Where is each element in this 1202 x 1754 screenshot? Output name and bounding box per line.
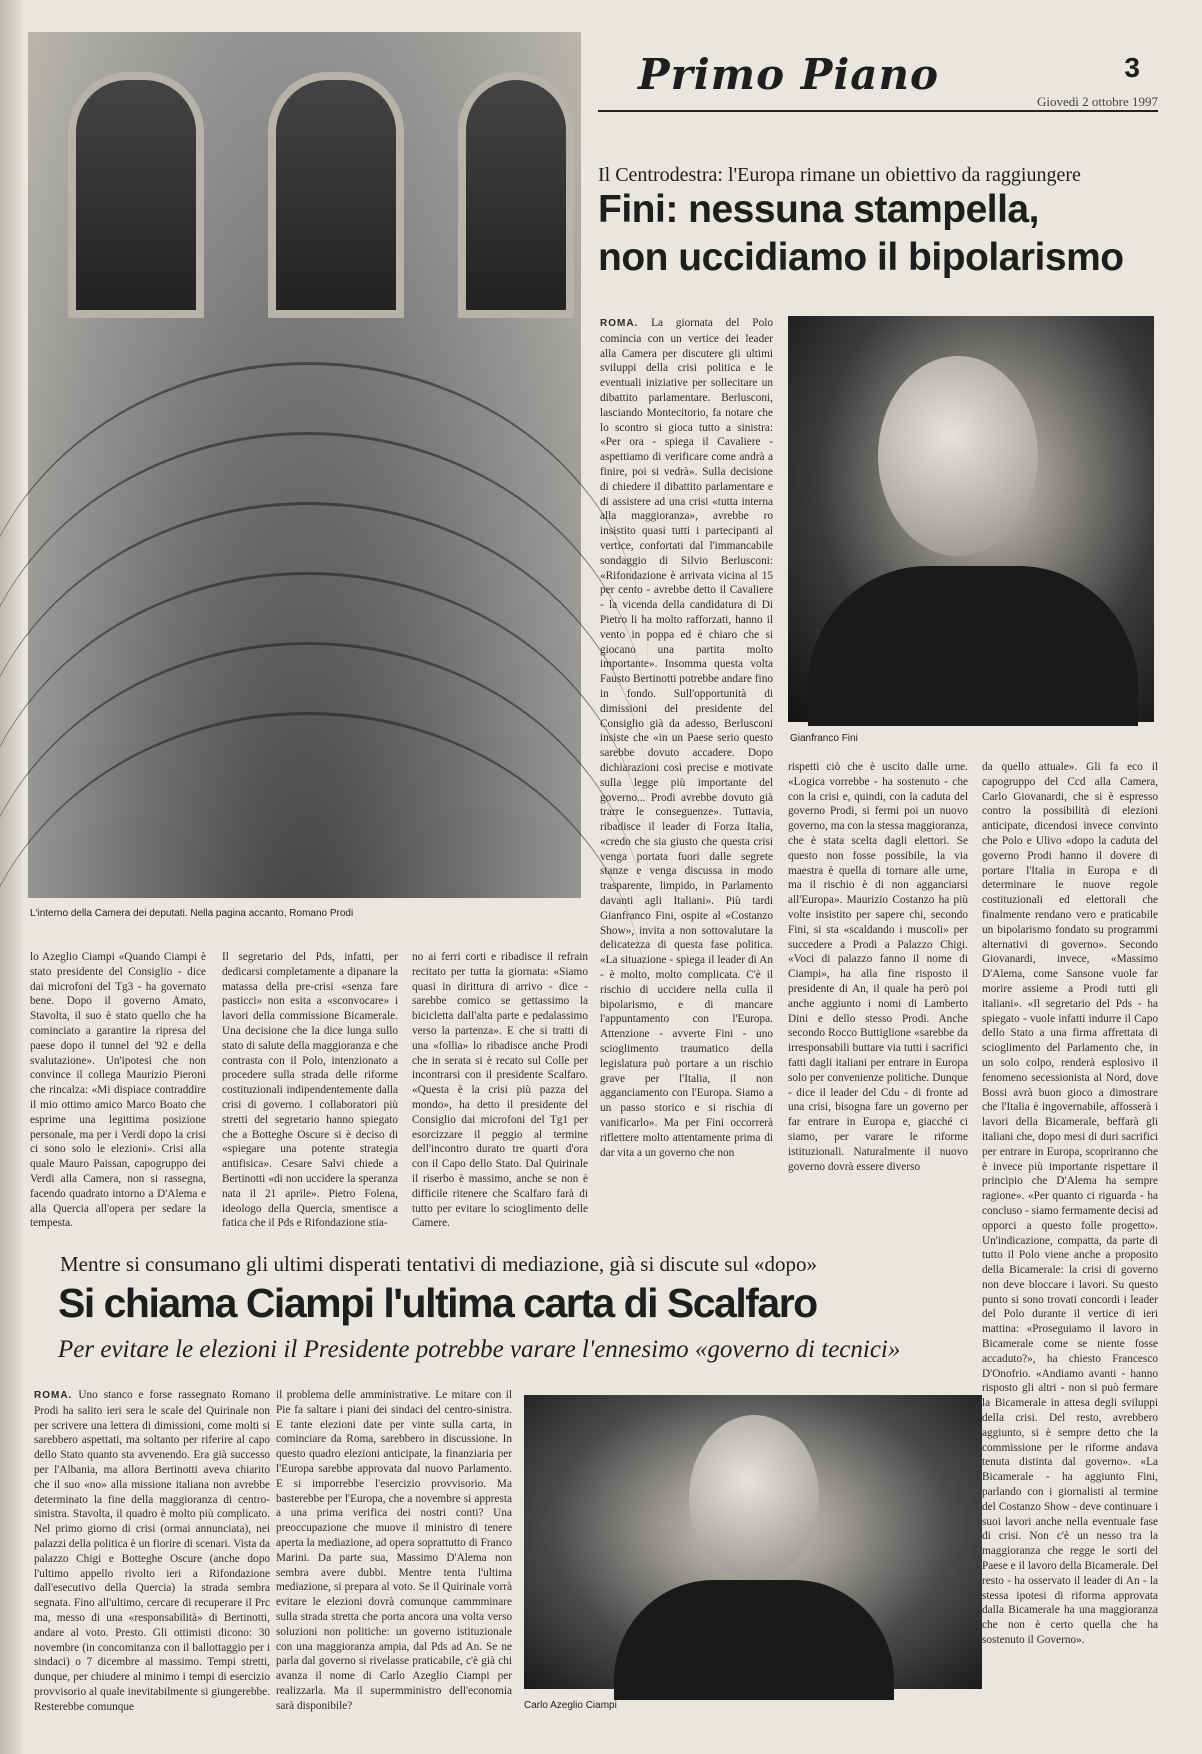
portrait-face	[878, 356, 1038, 556]
portrait-face	[689, 1415, 819, 1580]
ciampi-photo-caption: Carlo Azeglio Ciampi	[524, 1700, 617, 1711]
fini-photo-caption: Gianfranco Fini	[790, 733, 858, 744]
bottom-article-column-2	[276, 1388, 512, 1712]
fini-photo	[788, 316, 1154, 722]
bottom-article-headline: Si chiama Ciampi l'ultima carta di Scalfaro	[58, 1280, 817, 1326]
article-text: da quello attuale». Gli fa eco il capogruppo del Ccd alla Camera, Carlo Giovanardi, che si è espresso contro la possibilità di elezioni anticipate, dicendosi invece convinto che Polo e Ulivo «dopo la caduta del governo Prodi hanno il dovere di portare l'Italia in Europa e di determinare le nuove regole costituzionali ed elettorali che finalmente rendano vero e praticabile un bipolarismo fondato su programmi alternativi di governo». Secondo Giovanardi, invece, «Massimo D'Alema, come Sansone vuole far morire assieme a Prodi tutti gli italiani». «Il segretario del Pds - ha spiegato - vuole infatti indurre il Capo dello Stato a una firma affrettata di scioglimento del Parlamento che, in un solo colpo, renderà esplosivo il fenomeno secessionista al Nord, dove Bossi avrà buon gioco a dimostrare che l'Italia è ingovernabile, affosserà i lavori della Bicamerale, beffarà gli italiani che, dopo mesi di duri sacrifici per entrare in Europa, scopriranno che è invece più importante rispettare il principio che D'Alema ha sempre ragione». «Per quanto ci riguarda - ha concluso - siamo fermamente decisi ad opporci a questo folle progetto». Un'indicazione, compatta, da parte di tutto il Polo viene anche a proposito della Bicamerale: la crisi di governo non deve bloccare i lavori. Su questo punto si sono trovati concordi i leader del Polo durante il vertice di ieri mattina: «Proseguiamo il lavoro in Bicamerale come se niente fosse accaduto?», ha chiesto Francesco D'Onofrio. «Andiamo avanti - hanno risposto gli altri - non si può fermare la Bicamerale in attesa degli sviluppi della crisi. Del resto, avrebbero aggiunto, si è sempre detto che la commissione per le riforme andava tenuta distinta dal governo». «La Bicamerale - ha aggiunto Fini, parlando con i giornalisti al termine del Costanzo Show - deve continuare i suoi lavori anche nella eventuale fase di crisi. Non c'è un nesso tra la maggioranza che regge le sorti del Paese e il lavoro della Bicamerale. Del resto - ha osservato il leader di An - la stessa ipotesi di riforma approvata dalla Bicamerale ha una maggioranza che non è certo quella che ha sostenuto il Governo».	[982, 761, 1158, 1647]
middle-column-3	[412, 950, 588, 1230]
top-article-headline-line1: Fini: nessuna stampella,	[598, 188, 1039, 231]
bottom-article-subhead: Per evitare le elezioni il Presidente potrebbe varare l'ennesimo «governo di tecnici»	[58, 1336, 901, 1363]
article-text: no ai ferri corti e ribadisce il refrain recitato per tutta la giornata: «Siamo quasi in dirittura di arrivo - dice - sarebbe comico se gettassimo la bicicletta dall'alta parte e pedalassimo verso la partenza». E che si tratti di una «follia» lo ribadisce anche Prodi che in serata si è recato sul Colle per incontrarsi con il presidente Scalfaro. «Questa è la crisi più pazza del mondo», ha detto il presidente del Consiglio dai microfoni del Tg1 per esorcizzare il peggio al termine dell'incontro durato tre quarti d'ora con il Capo dello Stato. Dal Quirinale il riserbo è massimo, anche se non è difficile ritenere che Scalfaro farà di tutto per evitare lo scioglimento delle Camere.	[412, 951, 588, 1230]
article-text: Uno stanco e forse rassegnato Romano Prodi ha salito ieri sera le scale del Quirinale non per scrivere una lettera di dimissioni, come molti si sarebbero aspettati, ma soltanto per riferire al capo dello Stato quanto sta avvenendo. Era già successo per l'Albania, ma allora Bertinotti aveva chiarito che il suo «no» alla missione italiana non avrebbe determinato la fine della maggioranza di centro-sinistra. Stavolta, il quadro è molto più complicato. Nel primo giorno di crisi (ormai annunciata), nei palazzi della politica è un fiorire di scenari. Vista da palazzo Chigi e Botteghe Oscure (anche dopo l'ultimo appello rivolto ieri a Rifondazione dall'esecutivo della Quercia) la strada sembra segnata. Fino all'ultimo, cercare di recuperare il Prc ma, messo di una «responsabilità» di Bertinotti, andare al voto. Presto. Gli ottimisti dicono: 30 novembre (in concomitanza con il ballottaggio per i sindaci) o 7 dicembre al massimo. Tempi stretti, dunque, per chiudere al minimo i tempi di esercizio provvisorio al quale inevitabilmente si giungerebbe. Resterebbe comunque	[34, 1389, 270, 1713]
top-article-kicker: Il Centrodestra: l'Europa rimane un obiettivo da raggiungere	[598, 164, 1081, 186]
middle-column-1	[30, 950, 206, 1230]
article-text: Il segretario del Pds, infatti, per dedicarsi completamente a dipanare la matassa della pre-crisi «senza fare pasticci» non esita a «sconvocare» i lavori della commissione Bicamerale. Una decisione che la dice lunga sullo stato di salute della maggioranza e che contrasta con il Polo, intenzionato a procedere sulla strada delle riforme costituzionali indipendentemente dalla crisi di governo. I collaboratori più stretti del segretario hanno spiegato che a Botteghe Oscure si è deciso di «spiegare una potente strategia antifisica». Cesare Salvi chiede a Bertinotti «di non uccidere la speranza nata il 21 aprile». Pietro Folena, ideologo della Quercia, smentisce a fatica che il Pds e Rifondazione stia-	[222, 951, 398, 1230]
arch-decoration	[68, 72, 204, 318]
article-text: lo Azeglio Ciampi «Quando Ciampi è stato presidente del Consiglio - dice dai microfoni del Tg3 - ha governato bene. Dopo il governo Amato, Stavolta, il suo è stato quello che ha cominciato a garantire la ripresa del paese dopo il tunnel del '92 e della svalutazione». Un'ipotesi che non convince il collega Maurizio Pieroni che rincalza: «Mi dispiace contraddire il mio ottimo amico Marco Boato che esprime una legittima posizione personale, ma per i Verdi dopo la crisi ci sono solo le elezioni». Crisi alla quale Mauro Paissan, capogruppo dei Verdi alla Camera, non si rassegna, facendo quadrato intorno a D'Alema e alla Quercia all'opera per sedare la tempesta.	[30, 951, 206, 1230]
arch-decoration	[268, 72, 404, 318]
masthead	[598, 40, 1158, 108]
arch-decoration	[458, 72, 574, 318]
article-text: rispetti ciò che è uscito dalle urne. «Logica vorrebbe - ha sostenuto - che con la crisi e, quindi, con la caduta del governo Prodi, si fermi poi un nuovo governo, ma con la stessa maggioranza, che è stata scelta dagli elettori. Se questo non fosse possibile, la via maestra è quella di tornare alle urne, ma il rischio è di non agganciarsi all'Europa». Maurizio Costanzo ha più volte insistito per sapere chi, secondo Fini, si sta «scaldando i muscoli» per succedere a Prodi a Palazzo Chigi. «Voci di palazzo fanno il nome di Ciampi», ha alla fine risposto il presidente di An, il quale ha però poi anche aggiunto i nomi di Lamberto Dini e dello stesso Prodi. Anche secondo Rocco Buttiglione «sarebbe da irresponsabili buttare via tutti i sacrifici fatti dagli italiani per entrare in Europa solo per convenienze politiche. Dunque - dice il leader del Cdu - di fronte ad una crisi, bisogna fare un governo per far entrare in Europa e, giacché ci siamo, per varare le riforme istituzionali. Naturalmente il nuovo governo dovrà essere diverso	[788, 761, 968, 1173]
dateline: ROMA.	[34, 1390, 73, 1401]
parliament-photo	[28, 32, 581, 898]
top-article-column-2	[788, 760, 968, 1173]
top-article-column-1	[600, 316, 774, 1159]
page-number: 3	[1124, 52, 1140, 83]
section-title: Primo Piano	[638, 50, 940, 99]
portrait-suit	[808, 566, 1138, 726]
portrait-suit	[614, 1580, 894, 1700]
top-article-headline-line2: non uccidiamo il bipolarismo	[598, 236, 1124, 279]
masthead-rule	[598, 110, 1158, 112]
issue-date: Giovedì 2 ottobre 1997	[1037, 94, 1158, 109]
parliament-photo-caption: L'interno della Camera dei deputati. Nella pagina accanto, Romano Prodi	[30, 908, 354, 919]
article-text: il problema delle amministrative. Le mitare con il Pie fa saltare i piani dei sindaci del centro-sinistra. E tante elezioni date per vinte sulla carta, in cominciare da Roma, sarebbero in discussione. In questo quadro elezioni anticipate, la finanziaria per l'Europa sarebbe approvata dal nuovo Parlamento. E si imporrebbe l'esercizio provvisorio. Ma basterebbe per l'Europa, che a novembre si appresta a una prima verifica dei nostri conti? Una preoccupazione che muove il ministro di tenere aperta la mediazione, ad opera soprattutto di Franco Marini. Da parte sua, Massimo D'Alema non sembra avere dubbi. Mentre tenta l'ultima mediazione, si prepara al voto. Se il Quirinale vorrà evitare le elezioni dovrà comunque cammminare sulla strada stretta che porta ancora una volta verso soluzioni non politiche: un governo istituzionale con una maggioranza ampia, dal Pds ad An. Se ne parla dal governo si rivelasse praticabile, c'è già chi avanza il nome di Carlo Azeglio Ciampi per realizzarla. Ma il supermministro dell'economia sarà disponibile?	[276, 1389, 512, 1712]
middle-column-2	[222, 950, 398, 1230]
dateline: ROMA.	[600, 318, 639, 329]
bottom-article-column-1	[34, 1388, 270, 1713]
article-text: La giornata del Polo comincia con un vertice dei leader alla Camera per discutere gli ultimi sviluppi della crisi politica e le eventuali iniziative per sollecitare un dibattito parlamentare. Berlusconi, lasciando Montecitorio, fa notare che lo scontro si gioca tutto a sinistra: «Per ora - spiega il Cavaliere - aspettiamo di verificare come andrà a finire, poi si vedrà». Sulla decisione di chiedere il dibattito parlamentare e di assistere ad una crisi «tutta interna alla maggioranza», avrebbe ro insistito quasi tutti i partecipanti al vertice, confortati dal l'immancabile sondaggio di Silvio Berlusconi: «Rifondazione è arrivata vicina al 15 per cento - avrebbe detto il Cavaliere - la vicenda della candidatura di Di Pietro li ha molto rafforzati, hanno il vento in poppa ed è chiaro che si giocano una partita molto importante». Insomma questa volta Fausto Bertinotti potrebbe andare fino in fondo. Sull'opportunità di dimissioni del presidente del Consiglio già da adesso, Berlusconi insiste che «in un Paese serio questo sarebbe dovuto accadere. Dopo dichiarazioni così precise e motivate sulla legge più importante del governo... Prodi avrebbe dovuto già trarre le conseguenze». Tuttavia, ribadisce il leader di Forza Italia, «credo che sia giusto che questa crisi venga portata fuori dalle segrete stanze e venga discussa in modo trasparente, limpido, in Parlamento davanti agli Italiani». Più tardi Gianfranco Fini, ospite al «Costanzo Show», invita a non sottovalutare la delicatezza di questa fase politica. «La situazione - spiega il leader di An - è molto, molto complicata. C'è il rischio di uccidere nella culla il bipolarismo, e di mancare l'appuntamento con l'Europa. Attenzione - avverte Fini - uno scioglimento traumatico della legislatura può portare a un rischio grave per l'Italia, il non agganciamento con l'Europa. Siamo a un passo storico e si rischia di vanificarlo». Ma per Fini occorrerà riflettere molto attentamente prima di dar vita a un governo che non	[600, 317, 774, 1159]
bottom-article-kicker: Mentre si consumano gli ultimi disperati tentativi di mediazione, già si discute sul «dopo»	[60, 1252, 818, 1276]
top-article-column-3	[982, 760, 1158, 1725]
ciampi-photo	[524, 1395, 982, 1689]
